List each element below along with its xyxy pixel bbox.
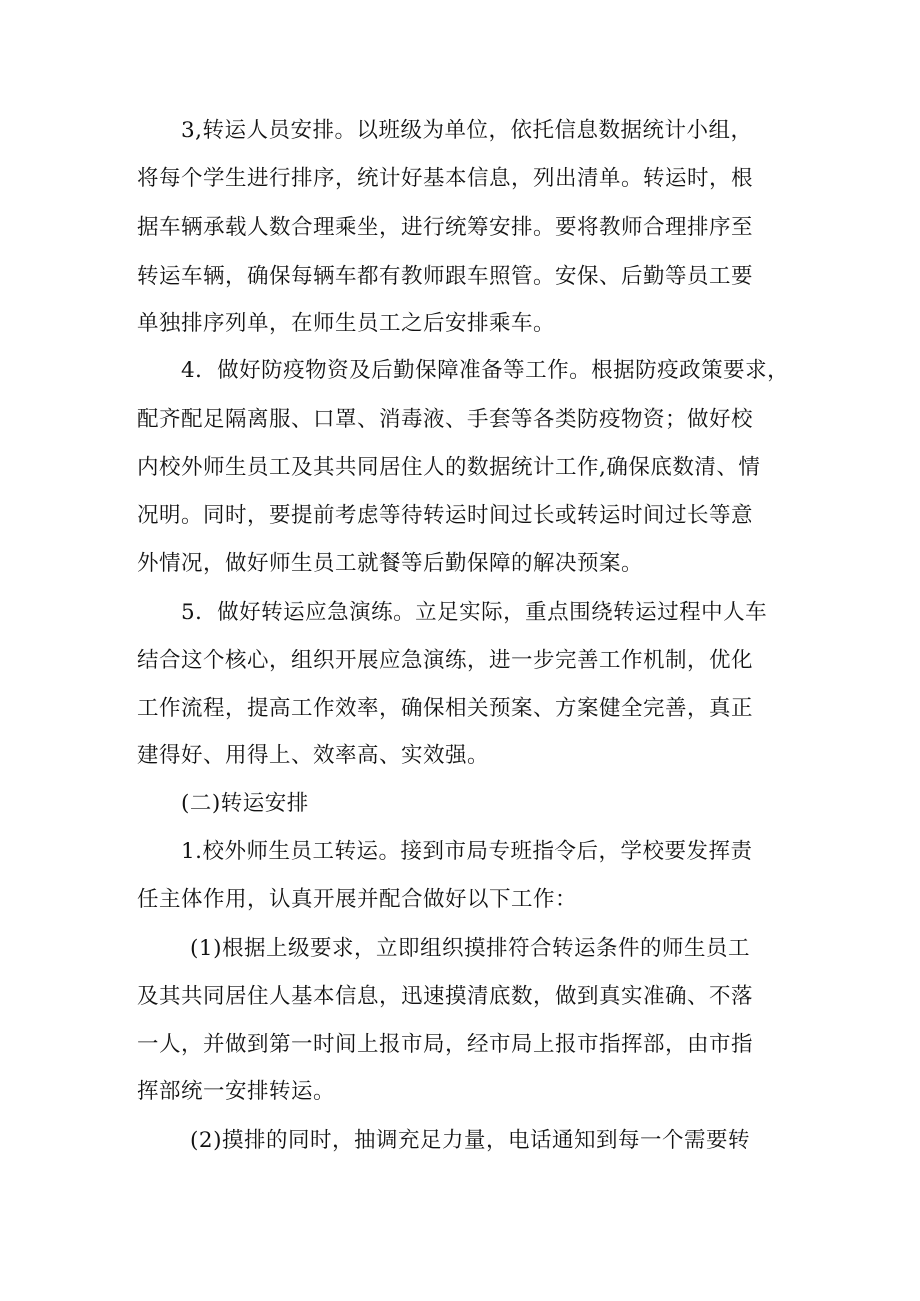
text-line: 况明。同时，要提前考虑等待转运时间过长或转运时间过长等意: [137, 503, 754, 528]
text-line: 5．做好转运应急演练。立足实际，重点围绕转运过程中人车: [181, 600, 768, 625]
text-line: 任主体作用，认真开展并配合做好以下工作：: [137, 887, 578, 912]
text-line: 挥部统一安排转运。: [137, 1079, 336, 1104]
section-heading: (二)转运安排: [181, 791, 309, 816]
text-line: 配齐配足隔离服、口罩、消毒液、手套等各类防疫物资；做好校: [137, 407, 754, 432]
text-line: 据车辆承载人数合理乘坐，进行统筹安排。要将教师合理排序至: [137, 215, 754, 240]
text-line: 内校外师生员工及其共同居住人的数据统计工作,确保底数清、情: [137, 455, 761, 480]
text-line: 4．做好防疫物资及后勤保障准备等工作。根据防疫政策要求，: [181, 358, 790, 383]
text-line: (1)根据上级要求，立即组织摸排符合转运条件的师生员工: [190, 936, 750, 961]
text-line: 单独排序列单，在师生员工之后安排乘车。: [137, 311, 556, 336]
text-line: 转运车辆，确保每辆车都有教师跟车照管。安保、后勤等员工要: [137, 264, 754, 289]
text-line: 一人，并做到第一时间上报市局，经市局上报市指挥部，由市指: [137, 1032, 754, 1057]
text-line: 1.校外师生员工转运。接到市局专班指令后，学校要发挥责: [181, 839, 753, 864]
text-line: 工作流程，提高工作效率，确保相关预案、方案健全完善，真正: [137, 696, 754, 721]
text-line: (2)摸排的同时，抽调充足力量，电话通知到每一个需要转: [190, 1128, 750, 1153]
text-line: 3,转运人员安排。以班级为单位，依托信息数据统计小组，: [181, 118, 753, 143]
text-line: 结合这个核心，组织开展应急演练，进一步完善工作机制，优化: [137, 648, 754, 673]
text-line: 建得好、用得上、效率高、实效强。: [137, 743, 490, 768]
text-line: 将每个学生进行排序，统计好基本信息，列出清单。转运时，根: [137, 166, 754, 191]
text-line: 及其共同居住人基本信息，迅速摸清底数，做到真实准确、不落: [137, 984, 754, 1009]
text-line: 外情况，做好师生员工就餐等后勤保障的解决预案。: [137, 551, 644, 576]
